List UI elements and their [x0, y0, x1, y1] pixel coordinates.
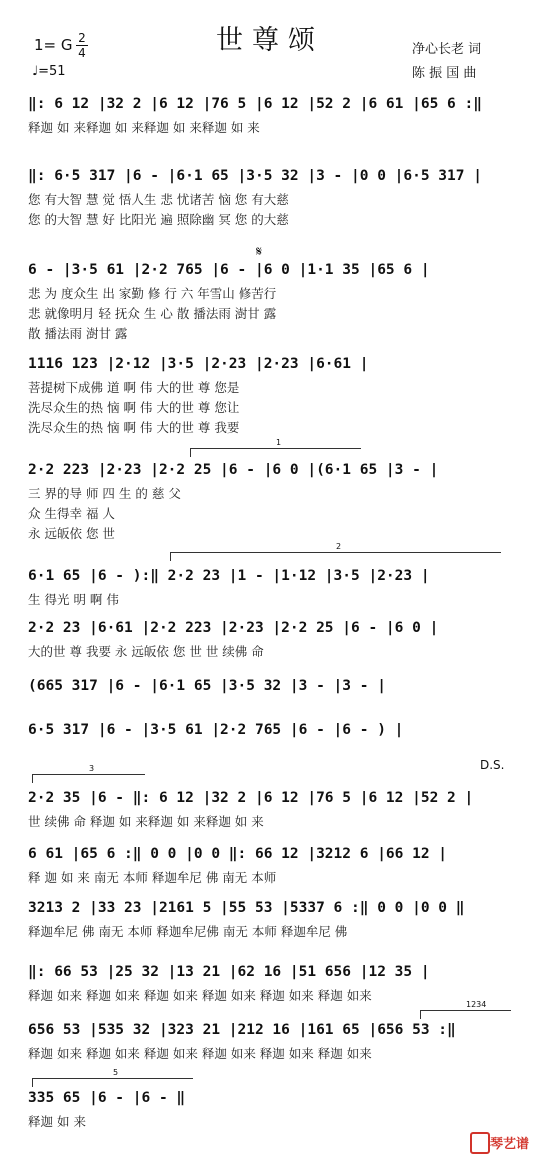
- notation-row: ‖: 6 12 |32 2 |6 12 |76 5 |6 12 |52 2 |6 61 |65 6 :‖: [28, 96, 482, 112]
- volta-label: 1234: [466, 1000, 487, 1009]
- notation-row: 6 - |3·5 61 |2·2 765 |6 - |6 0 |1·1 35 |65 6 |: [28, 262, 430, 278]
- composer-credit: 陈 振 国 曲: [412, 66, 477, 81]
- lyric-line: 世 续佛 命 释迦 如 来释迦 如 来释迦 如 来: [28, 814, 264, 829]
- volta-bracket: [420, 1000, 511, 1019]
- notation-row: 335 65 |6 - |6 - ‖: [28, 1090, 186, 1106]
- volta-bracket: [32, 1068, 193, 1087]
- volta-bracket: [190, 438, 361, 457]
- lyric-line: 悲 就像明月 轻 抚众 生 心 散 播法雨 澍甘 露: [28, 306, 277, 321]
- watermark-text: 琴艺谱: [490, 1137, 530, 1152]
- lyric-line: 三 界的导 师 四 生 的 慈 父: [28, 486, 181, 501]
- notation-row: 2·2 223 |2·23 |2·2 25 |6 - |6 0 |(6·1 65 |3 - |: [28, 462, 439, 478]
- lyric-line: 众 生得幸 福 人: [28, 506, 115, 521]
- time-signature: [76, 32, 88, 59]
- ds-mark: D.S.: [480, 758, 505, 772]
- notation-row: (665 317 |6 - |6·1 65 |3·5 32 |3 - |3 - |: [28, 678, 386, 694]
- lyric-line: 释 迦 如 来 南无 本师 释迦牟尼 佛 南无 本师: [28, 870, 277, 885]
- lyric-line: 洗尽众生的热 恼 啊 伟 大的世 尊 您让: [28, 400, 240, 415]
- lyric-line: 释迦 如来 释迦 如来 释迦 如来 释迦 如来 释迦 如来 释迦 如来: [28, 988, 372, 1003]
- volta-label: 5: [113, 1068, 119, 1077]
- lyric-line: 释迦 如来 释迦 如来 释迦 如来 释迦 如来 释迦 如来 释迦 如来: [28, 1046, 372, 1061]
- notation-row: 656 53 |535 32 |323 21 |212 16 |161 65 |656 53 :‖: [28, 1022, 456, 1038]
- time-bottom: 4: [78, 46, 86, 60]
- notation-row: ‖: 66 53 |25 32 |13 21 |62 16 |51 656 |12 35 |: [28, 964, 430, 980]
- lyric-line: 您 有大智 慧 觉 悟人生 悲 忧诸苦 恼 您 有大慈: [28, 192, 289, 207]
- segno-sign: 𝄋: [256, 244, 263, 260]
- volta-bracket: [170, 542, 501, 561]
- volta-bracket: [32, 764, 145, 783]
- lyric-line: 释迦 如 来释迦 如 来释迦 如 来释迦 如 来: [28, 120, 260, 135]
- lyricist-credit: 净心长老 词: [412, 42, 482, 57]
- lyric-line: 菩提树下成佛 道 啊 伟 大的世 尊 您是: [28, 380, 240, 395]
- lyric-line: 您 的大智 慧 好 比阳光 遍 照除幽 冥 您 的大慈: [28, 212, 289, 227]
- tempo-mark: ♩=51: [32, 64, 66, 79]
- key-signature: 1= G: [34, 36, 73, 54]
- lyric-line: 散 播法雨 澍甘 露: [28, 326, 128, 341]
- lyric-line: 悲 为 度众生 出 家勤 修 行 六 年雪山 修苦行: [28, 286, 277, 301]
- lyric-line: 大的世 尊 我要 永 远皈依 您 世 世 续佛 命: [28, 644, 264, 659]
- notation-row: 6·5 317 |6 - |3·5 61 |2·2 765 |6 - |6 - ) |: [28, 722, 404, 738]
- notation-row: ‖: 6·5 317 |6 - |6·1 65 |3·5 32 |3 - |0 0 |6·5 317 |: [28, 168, 482, 184]
- lyric-line: 释迦牟尼 佛 南无 本师 释迦牟尼佛 南无 本师 释迦牟尼 佛: [28, 924, 348, 939]
- page-title: 世尊颂: [216, 25, 324, 56]
- watermark-logo: [470, 1130, 536, 1154]
- lyric-line: 洗尽众生的热 恼 啊 伟 大的世 尊 我要: [28, 420, 240, 435]
- notation-row: 6 61 |65 6 :‖ 0 0 |0 0 ‖: 66 12 |3212 6 |66 12 |: [28, 846, 448, 862]
- logo-icon: [470, 1132, 490, 1154]
- notation-row: 6·1 65 |6 - ):‖ 2·2 23 |1 - |1·12 |3·5 |2·23 |: [28, 568, 430, 584]
- time-top: 2: [78, 31, 86, 45]
- notation-row: 1116 123 |2·12 |3·5 |2·23 |2·23 |6·61 |: [28, 356, 369, 372]
- notation-row: 2·2 35 |6 - ‖: 6 12 |32 2 |6 12 |76 5 |6 12 |52 2 |: [28, 790, 474, 806]
- notation-row: 3213 2 |33 23 |2161 5 |55 53 |5337 6 :‖ 0 0 |0 0 ‖: [28, 900, 465, 916]
- volta-label: 1: [276, 438, 282, 447]
- notation-row: 2·2 23 |6·61 |2·2 223 |2·23 |2·2 25 |6 - |6 0 |: [28, 620, 439, 636]
- lyric-line: 永 远皈依 您 世: [28, 526, 115, 541]
- volta-label: 3: [89, 764, 95, 773]
- volta-label: 2: [336, 542, 342, 551]
- lyric-line: 生 得光 明 啊 伟: [28, 592, 119, 607]
- lyric-line: 释迦 如 来: [28, 1114, 86, 1129]
